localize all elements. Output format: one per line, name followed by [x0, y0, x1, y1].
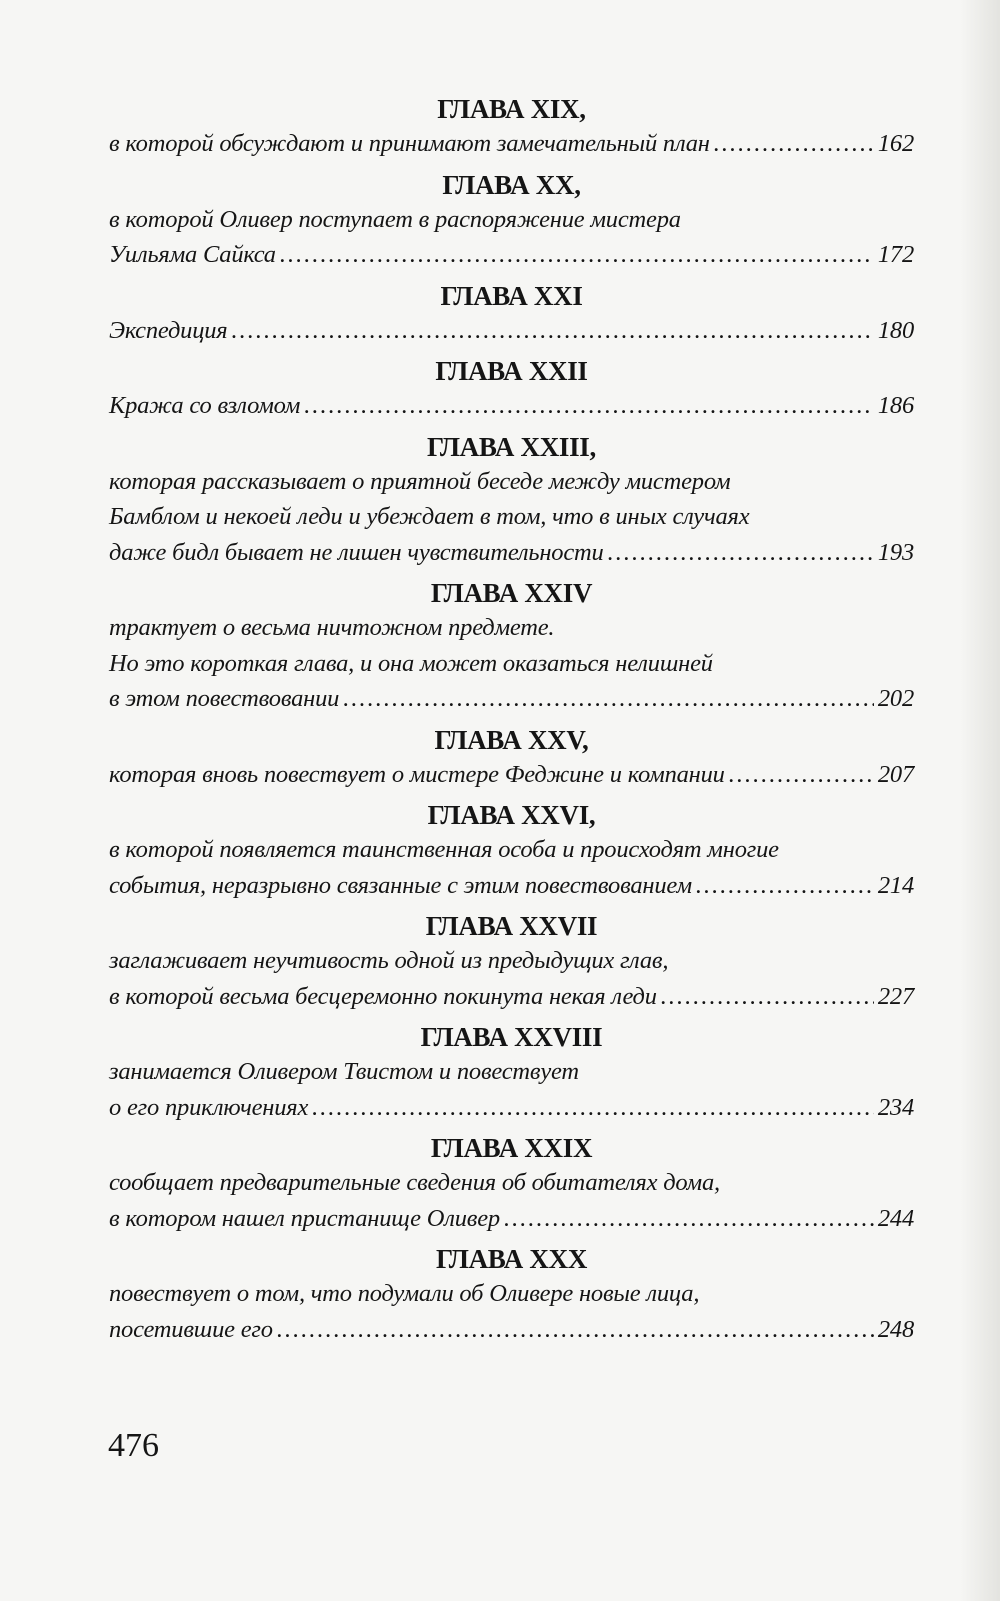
chapter-page-number: 207 [877, 760, 914, 788]
toc-entry [109, 273, 914, 349]
dot-leader [608, 535, 874, 571]
chapter-title: ГЛАВА XXV, [434, 724, 589, 755]
toc-entry [109, 424, 914, 571]
chapter-description-text: события, неразрывно связанные с этим повествованием [109, 871, 692, 899]
toc-entry [109, 1236, 914, 1347]
chapter-description-line [109, 237, 914, 273]
chapter-title: ГЛАВА XXVIII [420, 1022, 603, 1052]
page-edge-shadow [960, 0, 1000, 1601]
chapter-description-line [109, 535, 914, 571]
chapter-page-number: 244 [877, 1204, 914, 1232]
chapter-page-number: 162 [877, 130, 914, 157]
chapter-description-line [109, 757, 914, 793]
toc-entry [109, 717, 914, 793]
chapter-description-text: о его приключениях [109, 1093, 309, 1121]
chapter-page-number: 172 [877, 241, 914, 268]
chapter-description-line: Но это короткая глава, и она может оказаться нелишней [109, 649, 713, 677]
dot-leader [304, 388, 874, 424]
chapter-description-text: Экспедиция [109, 316, 228, 344]
chapter-description-line: Бамблом и некоей леди и убеждает в том, что в иных случаях [109, 503, 750, 530]
toc-entry [109, 348, 914, 424]
chapter-title: ГЛАВА XXI [440, 280, 583, 311]
chapter-description-line: в которой появляется таинственная особа и происходят многие [109, 836, 779, 863]
toc-entry [109, 792, 914, 903]
chapter-description-line: занимается Оливером Твистом и повествует [109, 1058, 579, 1085]
chapter-title: ГЛАВА XXIII, [427, 431, 596, 462]
dot-leader [696, 868, 874, 904]
chapter-page-number: 248 [877, 1315, 914, 1343]
chapter-title: ГЛАВА XXVII [425, 911, 598, 941]
page-number: 476 [108, 1427, 159, 1464]
toc-entry [109, 1125, 914, 1236]
chapter-description-line: сообщает предварительные сведения об обитателях дома, [109, 1169, 720, 1196]
dot-leader [343, 681, 874, 717]
chapter-description-line [109, 1312, 914, 1348]
dot-leader [232, 313, 874, 349]
chapter-title: ГЛАВА XXX [435, 1244, 588, 1274]
chapter-description-line [109, 388, 914, 424]
chapter-description-line [109, 126, 914, 162]
dot-leader [312, 1090, 874, 1126]
chapter-description-text: Кража со взломом [109, 392, 301, 419]
chapter-description-line [109, 868, 914, 904]
chapter-page-number: 186 [877, 392, 914, 419]
chapter-description-text: которая вновь повествует о мистере Феджине и компании [109, 760, 725, 788]
dot-leader [280, 237, 874, 273]
toc-entry [109, 570, 914, 717]
chapter-title: ГЛАВА XXIX [430, 1133, 593, 1163]
chapter-description-line [109, 681, 914, 717]
chapter-title: ГЛАВА XX, [442, 169, 581, 200]
table-of-contents [109, 92, 914, 1347]
dot-leader [729, 757, 874, 793]
chapter-description-line: которая рассказывает о приятной беседе между мистером [109, 467, 731, 495]
chapter-description-text: в котором нашел пристанище Оливер [109, 1204, 500, 1232]
chapter-title: ГЛАВА XXII [435, 356, 588, 386]
chapter-description-text: в этом повествовании [109, 685, 340, 712]
dot-leader [277, 1312, 874, 1348]
toc-entry [109, 903, 914, 1014]
chapter-description-line: заглаживает неучтивость одной из предыдущих глав, [109, 947, 669, 974]
dot-leader [714, 126, 874, 162]
chapter-page-number: 227 [877, 982, 914, 1010]
chapter-page-number: 202 [877, 685, 914, 712]
chapter-description-line: трактует о весьма ничтожном предмете. [109, 614, 555, 641]
chapter-page-number: 214 [877, 871, 914, 899]
chapter-description-text: в которой весьма бесцеремонно покинута некая леди [109, 982, 657, 1010]
chapter-description-text: даже бидл бывает не лишен чувствительности [109, 538, 604, 566]
chapter-title: ГЛАВА XIX, [437, 94, 586, 124]
chapter-description-text: посетившие его [109, 1315, 273, 1343]
dot-leader [504, 1201, 874, 1237]
toc-entry [109, 1014, 914, 1125]
chapter-description-line [109, 1090, 914, 1126]
chapter-description-line: в которой Оливер поступает в распоряжение мистера [109, 205, 681, 233]
chapter-description-text: Уильяма Сайкса [109, 241, 276, 268]
toc-entry [109, 92, 914, 162]
chapter-description-text: в которой обсуждают и принимают замечательный план [109, 130, 710, 157]
chapter-description-line [109, 979, 914, 1015]
chapter-description-line: повествует о том, что подумали об Оливере новые лица, [109, 1280, 700, 1307]
chapter-description-line [109, 1201, 914, 1237]
toc-entry [109, 162, 914, 273]
chapter-title: ГЛАВА XXIV [430, 578, 593, 608]
chapter-page-number: 193 [877, 538, 914, 566]
chapter-page-number: 234 [877, 1093, 914, 1121]
chapter-page-number: 180 [877, 316, 914, 344]
chapter-description-line [109, 313, 914, 349]
chapter-title: ГЛАВА XXVI, [427, 800, 596, 830]
dot-leader [661, 979, 874, 1015]
